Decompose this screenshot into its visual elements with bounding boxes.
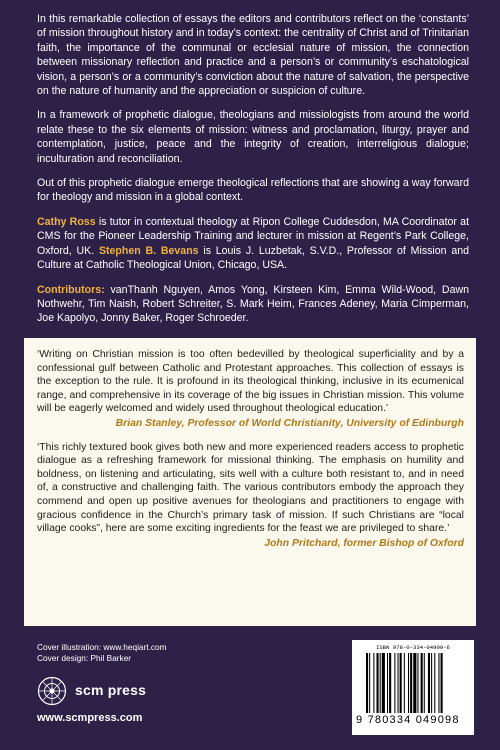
endorsement-attribution-1: Brian Stanley, Professor of World Christianity, University of Edinburgh (115, 417, 464, 429)
barcode-bar (421, 653, 423, 713)
isbn-label: ISBN 978-0-334-04909-6 (376, 644, 450, 651)
barcode-bar (366, 653, 368, 713)
barcode-bar (398, 653, 399, 713)
isbn-barcode-box (352, 640, 474, 735)
barcode-bar (424, 653, 425, 713)
publisher-name: scm press (75, 682, 147, 698)
barcode-bar (438, 653, 439, 713)
barcode-bar (408, 653, 409, 713)
credits (37, 642, 167, 664)
illustration-credit: Cover illustration: www.heqiart.com (37, 642, 167, 652)
barcode-bar (413, 653, 416, 713)
endorsement-quote-2: ‘This richly textured book gives both new and more experienced readers access to prophetic dialogue as a refreshing framework for missional thinking. The emphasis on humility and boldness, on listening and articulating, sits well with a culture both resistant to, and in need of, a constructive and challenging faith. The various contributors embody the approach they commend and open up positive avenues for theologians and practitioners to engage with gracious confidence in the Church’s primary task of mission. If such Christians are “local village cooks”, here are some exciting ingredients for the feast we are privileged to share.’ (37, 441, 464, 535)
barcode-bar (382, 653, 385, 713)
barcode-bar (400, 653, 402, 713)
blurb-paragraph-1: In this remarkable collection of essays the editors and contributors reflect on the ‘constants’ of mission throughout history and in today’s context: the centrality of Christ and of Trinitarian faith, the importance of the communal or ecclesial nature of mission, the connection between missionary reflection and practice and a person’s or community’s eschatological vision, a person’s or a community’s conviction about the nature of salvation, the perspective on the nature of humanity and the appreciation or suspicion of culture. (37, 13, 469, 98)
blurb-paragraph-2: In a framework of prophetic dialogue, theologians and missiologists from around the world relate these to the six elements of mission: witness and proclamation, liturgy, prayer and contemplation, justice, peace and the integrity of creation, interreligious dialogue; inculturation and reconciliation. (37, 109, 469, 165)
contributors-label: Contributors: (37, 283, 105, 296)
barcode-bar (373, 653, 374, 713)
editor-bio-2: is Louis J. Luzbetak, S.V.D., Professor of Mission and Culture at Catholic Theological Union, Chicago, USA. (37, 244, 469, 272)
barcode-bar (431, 653, 432, 713)
barcode-bar (387, 653, 388, 713)
barcode-digits: 9 780334 049098 (356, 714, 460, 726)
editor-name-2: Stephen B. Bevans (98, 244, 199, 257)
editor-name-1: Cathy Ross (37, 215, 96, 228)
publisher-website: www.scmpress.com (37, 712, 143, 724)
barcode-bar (369, 653, 370, 713)
barcode-bar (377, 653, 379, 713)
barcode-bar (394, 653, 395, 713)
blurb (37, 12, 469, 336)
barcode-bar (380, 653, 381, 713)
endorsements-box (24, 338, 476, 626)
barcode-bar (434, 653, 435, 713)
barcode-bar (441, 653, 443, 713)
barcode-bar (417, 653, 418, 713)
barcode-bar (404, 653, 405, 713)
editor-bio-1: is tutor in contextual theology at Ripon College Cuddesdon, MA Coordinator at CMS for the Pioneer Leadership Training and lecturer in mission at Regent’s Park College, Oxford, UK. (37, 215, 470, 257)
scm-circle-logo-icon (37, 676, 67, 706)
barcode-bar (389, 653, 391, 713)
design-credit: Cover design: Phil Barker (37, 653, 132, 663)
editors-bio (37, 215, 469, 273)
endorsement-attribution-2: John Pritchard, former Bishop of Oxford (264, 537, 464, 549)
barcode-icon (366, 653, 466, 713)
blurb-paragraph-3: Out of this prophetic dialogue emerge theological reflections that are showing a way forward for theology and mission in a global context. (37, 177, 469, 204)
contributors-names: vanThanh Nguyen, Amos Yong, Kirsteen Kim, Emma Wild-Wood, Dawn Nothwehr, Tim Naish, Robert Schreiter, S. Mark Heim, Frances Adeney, Maria Cimperman, Joe Kapolyo, Jonny Baker, Roger Schroeder. (37, 283, 469, 325)
barcode-bar (410, 653, 412, 713)
contributors (37, 283, 469, 326)
publisher-logo (37, 676, 147, 706)
barcode-bar (428, 653, 430, 713)
endorsement-quote-1: ‘Writing on Christian mission is too often bedevilled by theological superficiality and by a confessional gulf between Catholic and Protestant approaches. This collection of essays is the exception to the rule. It is profound in its theological thinking, inclusive in its ecumenical range, and comprehensive in its coverage of the big issues in Christian mission. This volume will be eagerly welcomed and widely used throughout theological education.’ (37, 349, 464, 415)
